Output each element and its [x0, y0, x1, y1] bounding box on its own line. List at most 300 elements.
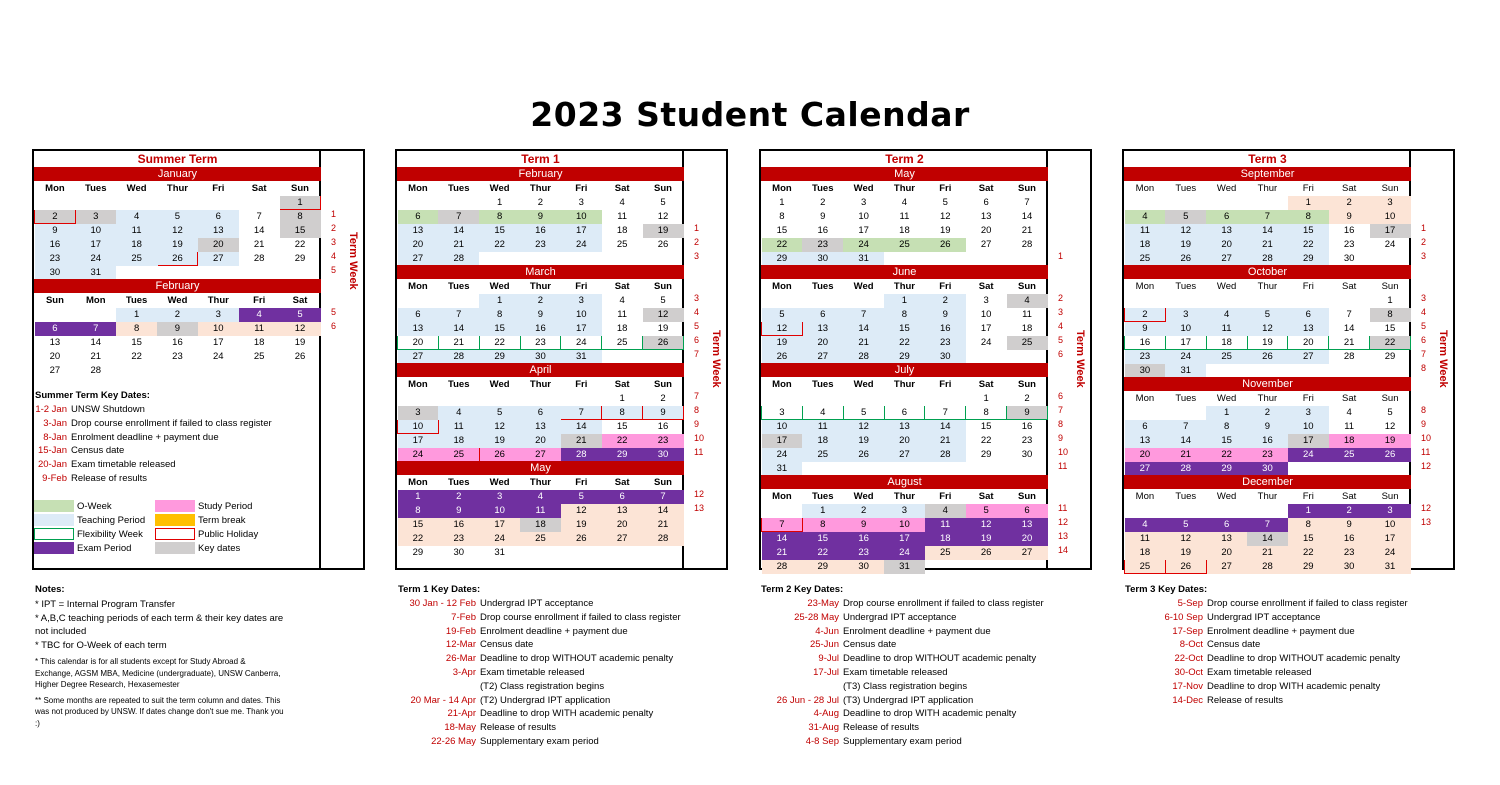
date-cell	[1288, 364, 1329, 378]
key-date: 8-Oct	[1179, 639, 1203, 651]
date-cell: 30	[843, 560, 884, 574]
key-date-text: Deadline to drop WITHOUT academic penalty	[843, 653, 1037, 665]
date-cell: 19	[762, 336, 803, 350]
day-header: Wed	[1216, 490, 1237, 502]
month-name: May	[397, 461, 684, 475]
date-cell: 22	[294, 238, 306, 250]
date-cell	[843, 294, 884, 308]
day-header: Mon	[408, 378, 428, 390]
date-cell: 9	[157, 322, 198, 336]
term-week-number: 2	[1421, 237, 1427, 247]
day-header: Sat	[978, 280, 994, 292]
date-cell: 12	[762, 322, 803, 336]
date-cell: 2	[1329, 196, 1370, 210]
day-header: Tues	[125, 294, 148, 306]
date-cell	[802, 294, 843, 308]
date-cell: 15	[479, 224, 520, 238]
day-header-row	[1125, 490, 1411, 504]
term-week-number: 2	[1058, 293, 1064, 303]
day-header: Sat	[614, 476, 630, 488]
date-cell: 11	[617, 210, 628, 222]
date-cell: 3	[1288, 406, 1329, 420]
date-cell: 17	[75, 238, 116, 252]
key-date-row	[35, 417, 272, 431]
date-cell: 2	[820, 196, 826, 208]
date-cell: 5	[966, 504, 1007, 518]
date-cell: 14	[1247, 532, 1288, 546]
legend-label: Term break	[198, 515, 246, 526]
term-week-number: 2	[694, 237, 700, 247]
date-cell: 30	[453, 546, 465, 558]
month-name: October	[1124, 265, 1411, 279]
date-cell: 2	[157, 308, 198, 322]
key-date-row	[761, 721, 1044, 735]
key-date: 12-Mar	[445, 639, 476, 651]
day-header: Tues	[1175, 182, 1197, 194]
date-cell: 12	[157, 224, 198, 238]
key-date-text: Undergrad IPT acceptance	[843, 611, 957, 623]
term-header: Term 2	[885, 152, 924, 166]
date-cell: 8	[1288, 210, 1329, 224]
date-cell: 29	[294, 252, 306, 264]
date-cell: 17	[398, 434, 439, 448]
date-cell: 24	[1370, 546, 1411, 560]
term-week-number: 6	[1421, 335, 1427, 345]
date-cell: 1	[280, 196, 321, 210]
date-cell	[1329, 364, 1370, 378]
date-cell: 4	[1125, 518, 1166, 532]
date-cell: 28	[1247, 252, 1288, 266]
date-cell: 5	[843, 406, 884, 420]
key-date-row	[761, 680, 1044, 694]
date-cell: 19	[479, 434, 520, 448]
term-key-dates-2	[761, 584, 1044, 749]
date-cell: 9	[520, 308, 561, 322]
date-cell	[157, 196, 198, 210]
date-cell: 1	[1288, 196, 1329, 210]
date-cell: 18	[1329, 434, 1370, 448]
key-date-row	[398, 638, 681, 652]
date-cell: 26	[843, 448, 884, 462]
date-cell: 20	[980, 224, 992, 236]
date-cell: 10	[75, 224, 116, 238]
key-date: 9-Feb	[42, 472, 67, 484]
date-cell: 4	[619, 196, 625, 208]
date-cell: 22	[762, 238, 803, 252]
date-cell: 15	[280, 224, 321, 238]
date-cell: 25	[602, 336, 643, 350]
key-date-row	[1125, 597, 1408, 611]
date-cell: 2	[438, 490, 479, 504]
date-cell: 1	[884, 294, 925, 308]
date-cell: 4	[1206, 308, 1247, 322]
date-cell: 13	[802, 322, 843, 336]
date-cell: 19	[1247, 336, 1288, 350]
date-cell: 5	[660, 294, 666, 306]
date-cell: 7	[256, 210, 262, 222]
date-cell: 23	[643, 434, 684, 448]
date-cell: 8	[116, 322, 157, 336]
date-cell: 16	[1343, 224, 1355, 236]
key-date: 23-May	[807, 598, 839, 609]
key-date-row	[761, 638, 1044, 652]
key-dates-heading: Term 3 Key Dates:	[1125, 584, 1208, 595]
key-date: 26-Mar	[445, 653, 476, 665]
term-week-number: 6	[694, 335, 700, 345]
date-cell	[884, 392, 925, 406]
date-cell: 19	[966, 532, 1007, 546]
notes	[35, 584, 285, 729]
date-cell: 24	[561, 238, 602, 252]
notes-heading: Notes:	[35, 584, 65, 595]
date-cell	[802, 462, 843, 476]
week-row	[398, 196, 684, 210]
week-row	[762, 532, 1048, 546]
week-row	[762, 252, 1048, 266]
day-header: Thur	[1257, 392, 1278, 404]
key-date-text: Drop course enrollment if failed to class register	[71, 417, 272, 429]
date-cell: 21	[438, 238, 479, 252]
date-cell: 5	[942, 196, 948, 208]
day-header: Sun	[1381, 182, 1399, 194]
date-cell: 1	[779, 196, 785, 208]
date-cell: 17	[213, 336, 224, 348]
key-date-text: Deadline to drop WITH academic penalty	[1207, 680, 1381, 692]
note-item: * TBC for O-Week of each term	[35, 639, 167, 651]
key-date-row	[1125, 638, 1408, 652]
term-week-number: 11	[694, 447, 704, 457]
month-name: September	[1124, 167, 1411, 181]
date-cell: 28	[925, 448, 966, 462]
date-cell: 18	[616, 322, 628, 334]
month-block	[761, 265, 1048, 364]
date-cell: 23	[843, 546, 884, 560]
date-cell: 23	[520, 238, 561, 252]
date-cell: 1	[1387, 294, 1393, 306]
term-week-number: 6	[331, 321, 337, 331]
date-cell: 5	[1247, 308, 1288, 322]
date-cell	[1206, 364, 1247, 378]
date-cell: 22	[1206, 448, 1247, 462]
date-cell: 29	[980, 448, 992, 460]
day-header: Fri	[1302, 490, 1314, 502]
key-date-text: Exam timetable released	[71, 459, 176, 471]
date-cell: 3	[1370, 196, 1411, 210]
date-cell: 31	[1165, 364, 1206, 378]
day-header: Thur	[893, 280, 915, 292]
date-cell: 9	[1329, 518, 1370, 532]
day-header: Thur	[893, 378, 915, 390]
week-row	[762, 406, 1048, 420]
day-header: Tues	[812, 490, 834, 502]
date-cell: 21	[643, 518, 684, 532]
week-row	[762, 196, 1048, 210]
date-cell	[1007, 560, 1048, 574]
date-cell: 11	[925, 518, 966, 532]
month-grid	[761, 489, 1048, 574]
date-cell	[1329, 462, 1370, 476]
date-cell: 17	[1165, 336, 1206, 350]
date-cell: 20	[398, 336, 439, 350]
date-cell: 20	[884, 434, 925, 448]
day-header-row	[35, 294, 321, 308]
date-cell: 8	[398, 504, 439, 518]
date-cell: 9	[1247, 420, 1288, 434]
date-cell: 16	[520, 224, 561, 238]
date-cell	[1288, 462, 1329, 476]
date-cell	[843, 462, 884, 476]
date-cell	[1247, 294, 1288, 308]
term-header: Term 3	[1248, 152, 1287, 166]
date-cell	[479, 252, 520, 266]
key-date: 22-Oct	[1174, 653, 1203, 665]
week-row	[398, 518, 684, 532]
date-cell: 27	[884, 448, 925, 462]
note-small: * This calendar is for all students except for Study Abroad & Exchange, AGSM MBA, Medicine (undergraduate), UNSW Canberra, Higher Degree Research, Hexasemester	[35, 657, 281, 689]
date-cell: 13	[1288, 322, 1329, 336]
date-cell	[1125, 406, 1166, 420]
date-cell: 29	[602, 448, 643, 462]
date-cell: 24	[398, 448, 439, 462]
key-date: 15-Jan	[37, 445, 67, 457]
week-row	[398, 322, 684, 336]
date-cell: 23	[1021, 434, 1033, 446]
date-cell	[1247, 504, 1288, 518]
date-cell: 26	[1165, 252, 1206, 266]
date-cell: 10	[479, 504, 520, 518]
date-cell	[1165, 406, 1206, 420]
date-cell: 29	[1288, 560, 1329, 574]
day-header-row	[398, 280, 684, 294]
date-cell: 7	[643, 490, 684, 504]
date-cell	[884, 252, 925, 266]
day-header: Fri	[939, 378, 952, 390]
month-block	[761, 475, 1048, 574]
month-grid	[397, 181, 684, 266]
day-header: Thur	[166, 182, 188, 194]
month-block	[397, 461, 684, 560]
date-cell: 4	[802, 406, 843, 420]
day-header: Sat	[978, 378, 994, 390]
date-cell: 18	[253, 336, 265, 348]
date-cell: 25	[520, 532, 561, 546]
date-cell	[925, 462, 966, 476]
week-row	[35, 266, 321, 280]
date-cell	[239, 364, 280, 378]
date-cell: 16	[657, 420, 669, 432]
date-cell: 14	[561, 420, 602, 434]
page-title: 2023 Student Calendar	[530, 95, 970, 134]
date-cell: 23	[1247, 448, 1288, 462]
week-row	[1125, 294, 1411, 308]
date-cell: 6	[1125, 420, 1166, 434]
date-cell: 6	[884, 406, 925, 420]
date-cell: 18	[116, 238, 157, 252]
week-row	[35, 308, 321, 322]
week-row	[762, 434, 1048, 448]
day-header: Mon	[86, 294, 106, 306]
key-date-row	[1125, 666, 1408, 680]
date-cell	[643, 350, 684, 364]
day-header: Thur	[1257, 490, 1278, 502]
day-header: Wed	[853, 280, 874, 292]
key-date-row	[398, 680, 681, 694]
date-cell: 4	[619, 294, 625, 306]
date-cell: 23	[1125, 350, 1166, 364]
date-cell: 15	[1206, 434, 1247, 448]
date-cell	[198, 196, 239, 210]
date-cell: 15	[479, 322, 520, 336]
date-cell	[1206, 294, 1247, 308]
week-row	[762, 294, 1048, 308]
key-date-text: Release of results	[843, 722, 920, 734]
key-date-text: Exam timetable released	[843, 666, 948, 678]
date-cell: 6	[1288, 308, 1329, 322]
date-cell: 25	[1125, 560, 1166, 574]
key-date-row	[761, 735, 1044, 749]
date-cell: 11	[1206, 322, 1247, 336]
date-cell: 4	[239, 308, 280, 322]
date-cell	[602, 252, 643, 266]
date-cell	[280, 266, 321, 280]
date-cell	[561, 392, 602, 406]
date-cell: 14	[253, 224, 265, 236]
key-date-row	[1125, 625, 1408, 639]
date-cell: 28	[643, 532, 684, 546]
term-week-label: Term Week	[1074, 330, 1086, 388]
date-cell: 23	[172, 350, 183, 362]
date-cell: 24	[561, 336, 602, 350]
date-cell: 14	[438, 224, 479, 238]
month-grid	[761, 377, 1048, 476]
date-cell: 3	[983, 294, 989, 306]
key-date-text: Census date	[71, 445, 125, 457]
key-date-text: Enrolment deadline + payment due	[71, 431, 219, 443]
date-cell: 5	[561, 490, 602, 504]
date-cell	[1370, 252, 1411, 266]
day-header: Sat	[614, 280, 630, 292]
date-cell	[1370, 364, 1411, 378]
date-cell	[520, 546, 561, 560]
date-cell	[643, 546, 684, 560]
day-header: Tues	[448, 476, 470, 488]
term-week-number: 3	[331, 237, 337, 247]
date-cell: 25	[1125, 252, 1166, 266]
calendar-panel-2	[395, 149, 728, 570]
key-date: 20 Mar - 14 Apr	[410, 694, 476, 706]
week-row	[398, 294, 684, 308]
term-week-number: 6	[1058, 391, 1064, 401]
date-cell: 2	[925, 294, 966, 308]
term-week-number: 4	[331, 251, 337, 261]
date-cell: 8	[802, 518, 843, 532]
key-date: 20-Jan	[37, 459, 67, 471]
week-row	[762, 462, 1048, 476]
month-block	[397, 363, 684, 462]
key-date: 17-Jul	[813, 666, 839, 678]
date-cell: 27	[1206, 252, 1247, 266]
date-cell: 2	[1329, 504, 1370, 518]
date-cell: 16	[438, 518, 479, 532]
date-cell: 20	[398, 238, 439, 252]
term-week-number: 8	[1058, 419, 1064, 429]
date-cell: 12	[280, 322, 321, 336]
date-cell: 30	[1343, 252, 1355, 264]
date-cell: 11	[1022, 308, 1032, 320]
term-week-number: 14	[1058, 545, 1069, 555]
date-cell: 8	[479, 210, 520, 224]
date-cell: 29	[1384, 350, 1396, 362]
date-cell: 23	[35, 252, 76, 266]
term-week-number: 4	[1058, 321, 1064, 331]
month-grid	[397, 279, 684, 364]
day-header: Thur	[529, 182, 551, 194]
day-header: Fri	[1302, 280, 1314, 292]
day-header: Tues	[812, 378, 834, 390]
date-cell: 31	[561, 350, 602, 364]
day-header: Tues	[1175, 280, 1197, 292]
date-cell	[1370, 462, 1411, 476]
date-cell: 9	[35, 224, 76, 238]
day-header: Wed	[853, 378, 874, 390]
date-cell	[762, 294, 803, 308]
day-header: Sun	[1381, 280, 1399, 292]
date-cell: 15	[1384, 322, 1396, 334]
date-cell: 1	[802, 504, 843, 518]
date-cell: 12	[843, 420, 884, 434]
date-cell: 20	[520, 434, 561, 448]
week-row	[35, 336, 321, 350]
day-header: Sun	[654, 378, 672, 390]
date-cell	[1247, 364, 1288, 378]
week-row	[398, 350, 684, 364]
date-cell: 14	[1165, 434, 1206, 448]
date-cell	[398, 392, 439, 406]
term-week-number: 5	[1421, 321, 1427, 331]
day-header: Sun	[1018, 490, 1036, 502]
key-date-text: Deadline to drop WITHOUT academic penalty	[480, 653, 674, 665]
day-header: Tues	[1175, 490, 1197, 502]
week-row	[398, 532, 684, 546]
date-cell: 8	[479, 308, 520, 322]
term-week-number: 1	[1058, 251, 1064, 261]
date-cell: 19	[843, 434, 884, 448]
term-week-number: 1	[1421, 223, 1427, 233]
date-cell: 17	[561, 224, 602, 238]
date-cell: 18	[520, 518, 561, 532]
legend-swatch	[34, 500, 74, 512]
date-cell: 29	[412, 546, 424, 558]
date-cell: 23	[438, 532, 479, 546]
date-cell: 5	[280, 308, 321, 322]
key-date-row	[1125, 652, 1408, 666]
term-week-number: 5	[331, 265, 337, 275]
date-cell: 18	[802, 434, 843, 448]
day-header: Fri	[1302, 392, 1314, 404]
key-date: 9-Jul	[818, 653, 839, 665]
date-cell: 30	[925, 350, 966, 364]
date-cell: 29	[479, 350, 520, 364]
term-week-number: 10	[1058, 447, 1069, 457]
date-cell	[643, 252, 684, 266]
date-cell: 19	[561, 518, 602, 532]
key-date-text: Exam timetable released	[480, 666, 585, 678]
day-header: Sun	[291, 182, 309, 194]
term-week-number: 7	[1058, 405, 1064, 415]
day-header: Mon	[772, 280, 792, 292]
date-cell: 2	[660, 392, 666, 404]
date-cell: 14	[843, 322, 884, 336]
